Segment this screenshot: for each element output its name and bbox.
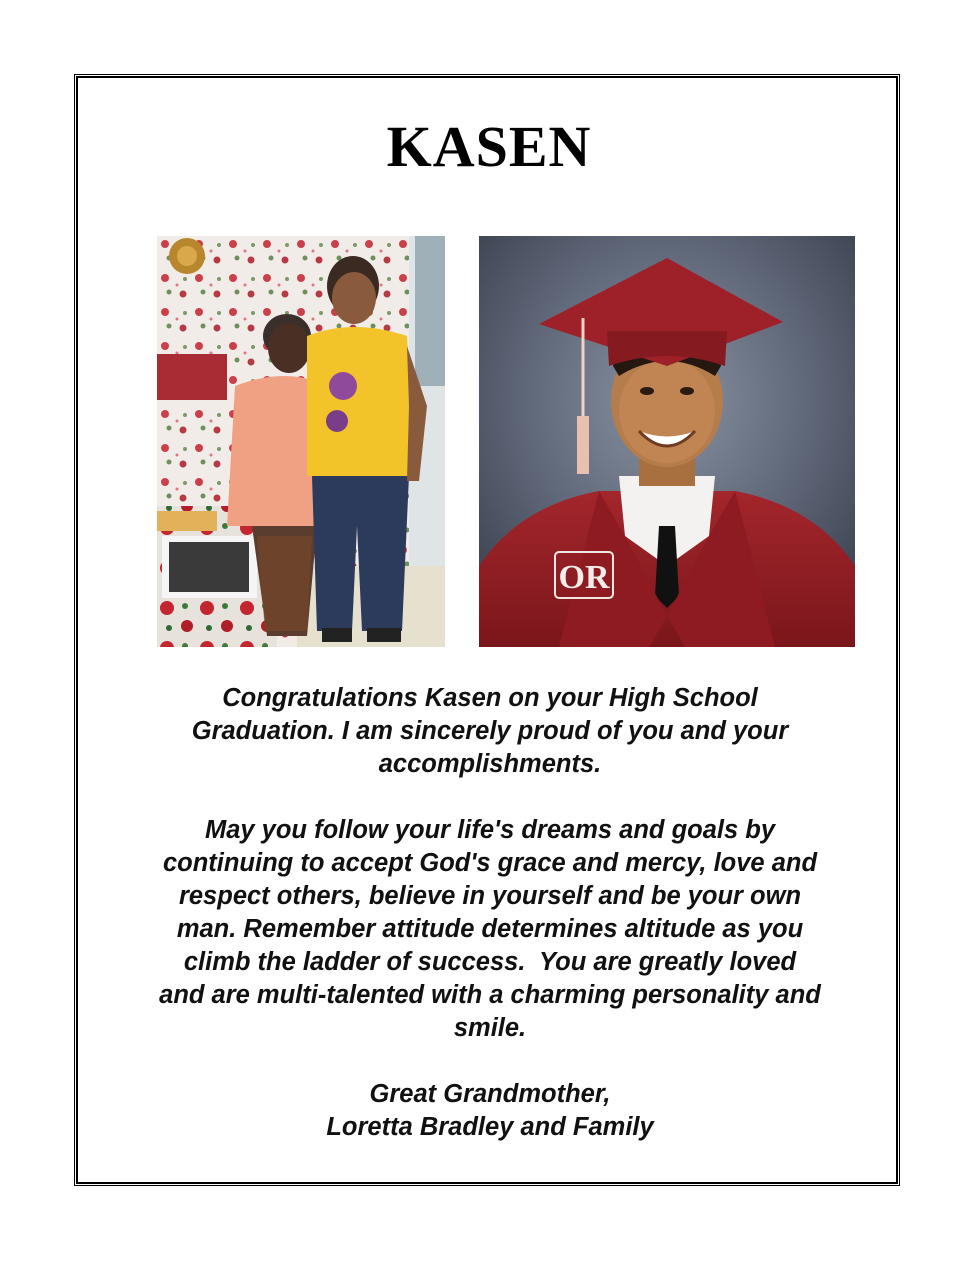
family-photo [157, 236, 445, 647]
message-line: continuing to accept God's grace and mercy, love and [162, 849, 818, 877]
message-line: smile. [453, 1014, 527, 1042]
graduation-portrait-image [479, 236, 855, 647]
page-title: KASEN [386, 114, 592, 179]
message-line: accomplishments. [378, 750, 602, 778]
gown-letters [555, 552, 613, 598]
message-line: climb the ladder of success. You are greatly loved [183, 948, 797, 976]
message-line: Graduation. I am sincerely proud of you and your [191, 717, 789, 745]
family-photo-image [157, 236, 445, 647]
message-line: Congratulations Kasen on your High School [222, 684, 758, 712]
message-line: May you follow your life's dreams and goals by [204, 816, 776, 844]
message-line: man. Remember attitude determines altitude as you [176, 915, 804, 943]
wishes-paragraph [100, 814, 880, 1045]
signature-block [100, 1078, 880, 1144]
graduation-portrait [479, 236, 855, 647]
message-line: and are multi-talented with a charming personality and [159, 981, 821, 1009]
signature-line: Loretta Bradley and Family [326, 1113, 654, 1141]
signature-line: Great Grandmother, [369, 1080, 611, 1108]
congratulations-paragraph [100, 682, 880, 781]
svg-text:OR: OR [558, 559, 610, 596]
message-line: respect others, believe in yourself and be your own [178, 882, 802, 910]
